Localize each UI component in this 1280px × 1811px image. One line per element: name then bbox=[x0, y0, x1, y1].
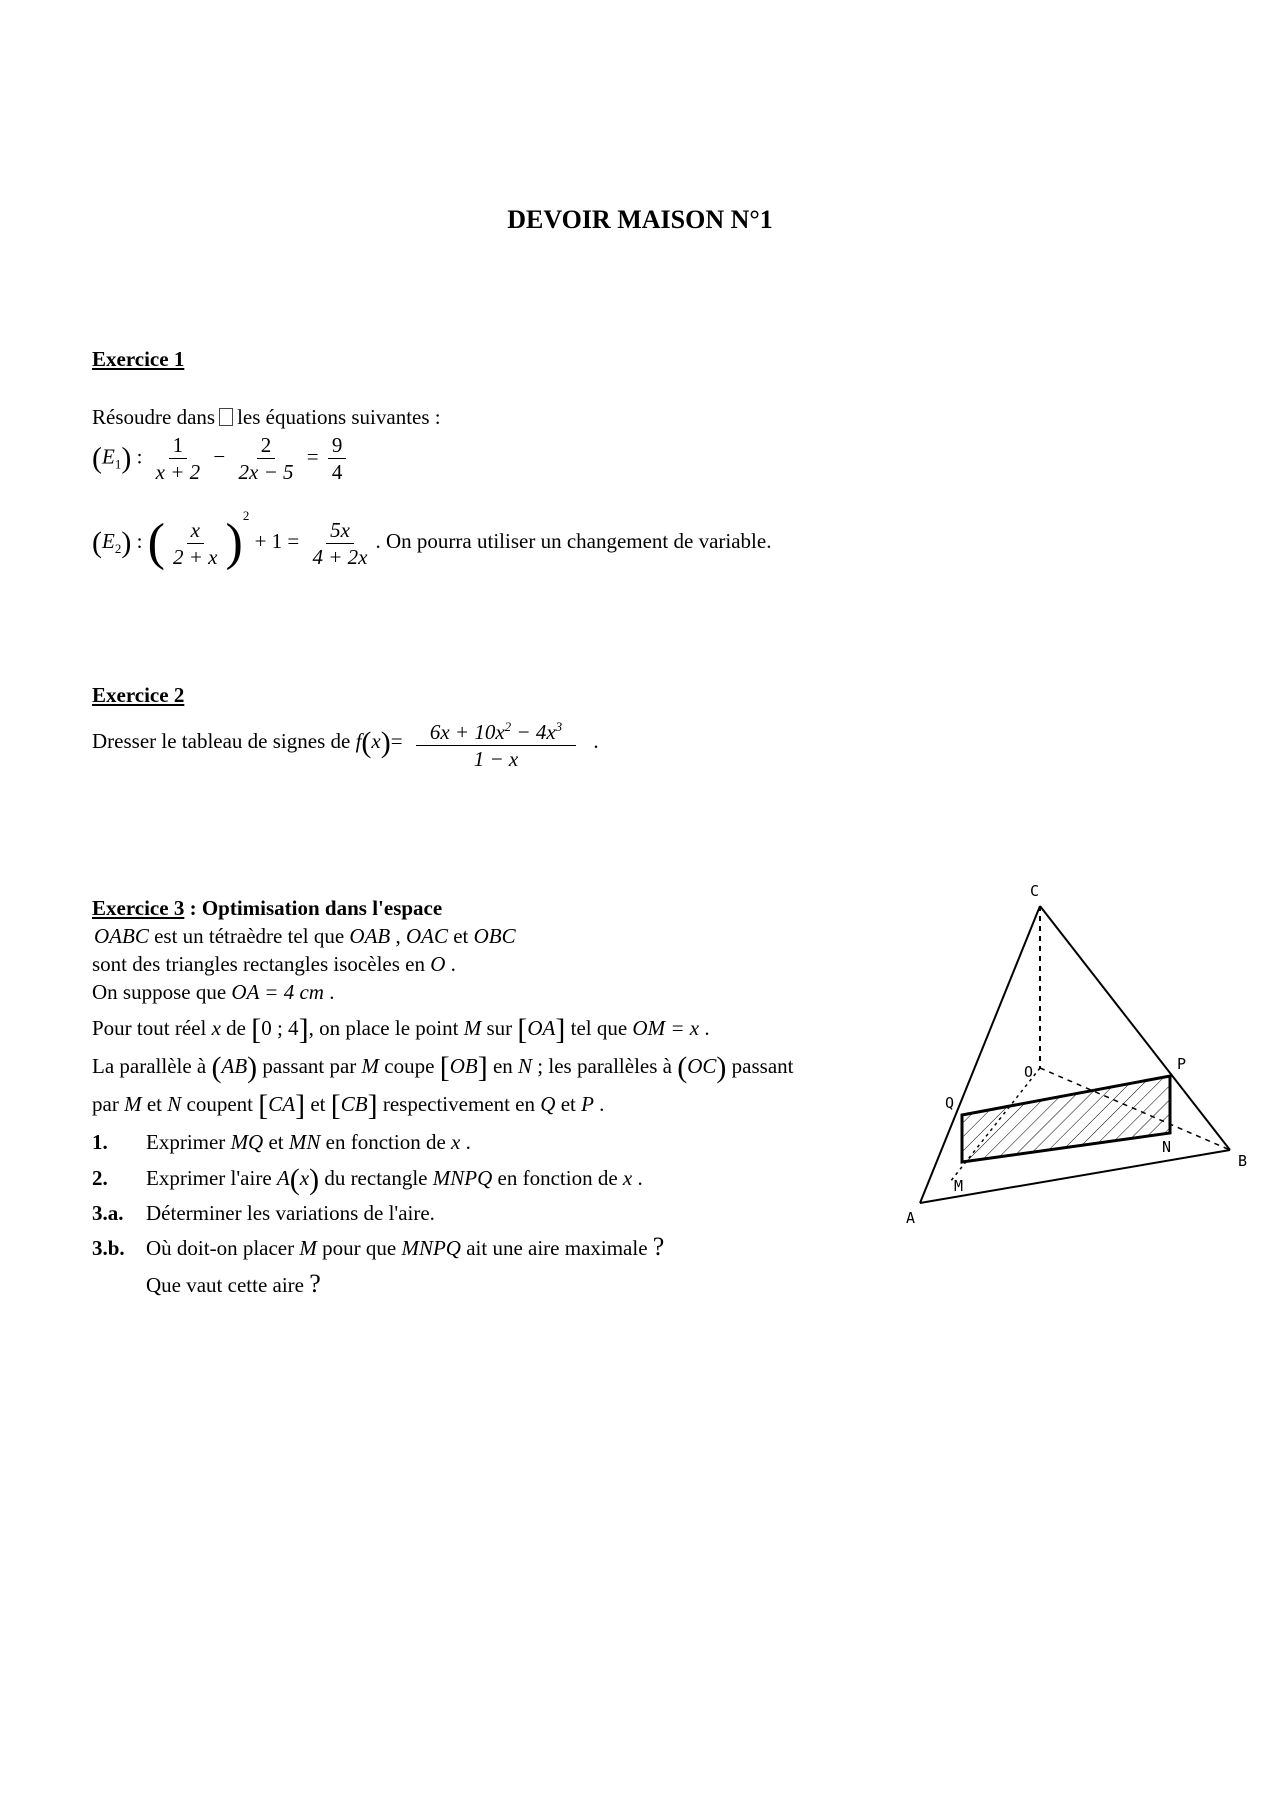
label-p: P bbox=[1177, 1055, 1187, 1073]
question-1: 1. Exprimer MQ et MN en fonction de x . bbox=[92, 1130, 471, 1154]
exercise-1-heading: Exercice 1 bbox=[92, 347, 185, 371]
tetrahedron-figure bbox=[890, 870, 1260, 1240]
reals-symbol-icon bbox=[219, 408, 233, 426]
exercise-3-line-4: Pour tout réel x de [0 ; 4], on place le point M sur [OA] tel que OM = x . bbox=[92, 1013, 710, 1047]
label-b: B bbox=[1238, 1152, 1248, 1170]
exercise-3-line-1: OABC est un tétraèdre tel que OAB , OAC et OBC bbox=[94, 924, 516, 948]
label-a: A bbox=[906, 1209, 916, 1227]
rectangle-mnpq bbox=[962, 1076, 1170, 1162]
label-n: N bbox=[1162, 1138, 1172, 1156]
label-q: Q bbox=[945, 1094, 955, 1112]
equation-e2: $(E_2)$ : ( $\frac{x}{2 + x}$ )$^2$ + 1 = $\frac{5x}{4 + 2x}$ . On pourra utiliser un changement de variable. bbox=[92, 508, 772, 572]
question-3b-line-2: Que vaut cette aire ? bbox=[146, 1269, 321, 1298]
exercise-3-line-3: On suppose que OA = 4 cm . bbox=[92, 980, 335, 1004]
question-3a: 3.a. Déterminer les variations de l'aire. bbox=[92, 1201, 435, 1225]
exercise-3-line-6: par M et N coupent [CA] et [CB] respectivement en Q et P . bbox=[92, 1089, 605, 1123]
label-o: O bbox=[1024, 1063, 1034, 1081]
equation-e1: $(E_1)$ : $\frac{1}{x + 2}$ − $\frac{2}{2x - 5}$ = $\frac{9}{4}$ bbox=[92, 434, 350, 483]
label-m: M bbox=[954, 1177, 964, 1195]
page-title: DEVOIR MAISON N°1 bbox=[507, 205, 773, 234]
exercise-2-text: Dresser le tableau de signes de f(x)= $\frac{6x + 10x^2 - 4x^3}{1 - x}$ . bbox=[92, 716, 599, 770]
exercise-3-line-2: sont des triangles rectangles isocèles en O . bbox=[92, 952, 456, 976]
label-c: C bbox=[1030, 882, 1040, 900]
exercise-1-intro: Résoudre dans les équations suivantes : bbox=[92, 405, 441, 429]
exercise-3-line-5: La parallèle à (AB) passant par M coupe [OB] en N ; les parallèles à (OC) passant bbox=[92, 1051, 794, 1085]
question-3b: 3.b. Où doit-on placer M pour que MNPQ ait une aire maximale ? bbox=[92, 1232, 665, 1261]
exercise-2-heading: Exercice 2 bbox=[92, 683, 185, 707]
exercise-3-heading: Exercice 3 : Optimisation dans l'espace bbox=[92, 896, 443, 920]
question-2: 2. Exprimer l'aire A(x) du rectangle MNPQ en fonction de x . bbox=[92, 1163, 643, 1197]
